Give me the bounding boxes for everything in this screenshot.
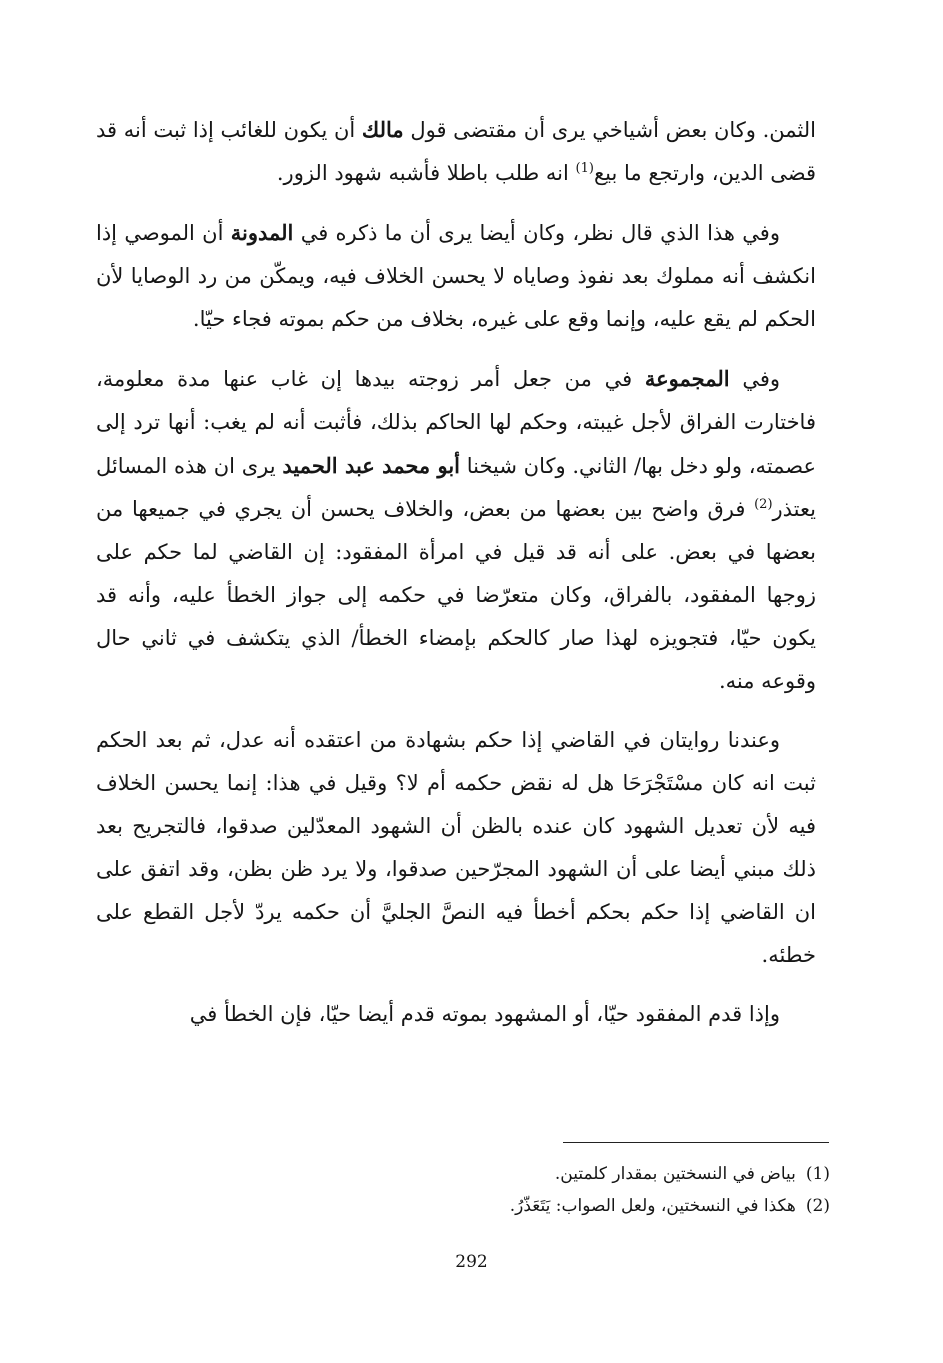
paragraph — [96, 108, 816, 195]
highlighted-name: المجموعة — [644, 366, 730, 391]
highlighted-name: مالك — [361, 117, 404, 142]
paragraph — [96, 211, 816, 341]
footnote — [400, 1190, 830, 1222]
text-run: وفي هذا الذي قال نظر، وكان أيضا يرى أن ما ذكره في — [293, 221, 780, 245]
text-run: أن يكون للغائب إذا ثبت أنه قد قضى الدين، وارتجع ما بيع — [96, 118, 816, 185]
text-run: وفي — [729, 367, 781, 391]
paragraph — [96, 357, 816, 703]
footnote-separator — [563, 1142, 829, 1143]
footnotes — [400, 1158, 830, 1222]
text-run: فرق واضح بين بعضها من بعض، والخلاف يحسن أن يجري في جميعها من بعضها في بعض. على أنه قد قيل في امرأة المفقود: إن القاضي لما حكم على زوجها المفقود، بالفراق، وكان متعرّضا في حكمه إلى جواز الخطأ عليه، وأنه قد يكون حيّا، فتجويزه لهذا صار كالحكم بإمضاء الخطأ/ الذي يتكشف في ثاني حال وقوعه منه. — [96, 497, 816, 693]
footnote-text: بياض في النسختين بمقدار كلمتين. — [554, 1164, 796, 1184]
text-run: انه طلب باطلا فأشبه شهود الزور. — [276, 161, 576, 185]
text-run: الثمن. وكان بعض أشياخي يرى أن مقتضى قول — [403, 118, 817, 142]
footnote-reference: (2) — [754, 497, 773, 512]
page-number: 292 — [455, 1252, 488, 1272]
highlighted-name: المدونة — [230, 220, 294, 245]
footnote-text: هكذا في النسختين، ولعل الصواب: يَتَعَذّرُ. — [509, 1196, 796, 1216]
main-text — [96, 108, 816, 1036]
paragraph — [96, 719, 816, 977]
text-run: أن الموصي إذا انكشف أنه مملوك بعد نفوذ وصاياه لا يحسن الخلاف فيه، ويمكّن من رد الوصايا لأن الحكم لم يقع عليه، وإنما وقع على غيره، بخلاف من حكم بموته فجاء حيّا. — [96, 221, 816, 331]
paragraph — [96, 993, 816, 1036]
footnote-number: (1) — [805, 1164, 830, 1184]
footnote-reference: (1) — [575, 161, 594, 176]
footnote — [400, 1158, 830, 1190]
highlighted-name: أبو محمد عبد الحميد — [282, 453, 461, 478]
text-run: وعندنا روايتان في القاضي إذا حكم بشهادة من اعتقده أنه عدل، ثم بعد الحكم ثبت انه كان مسْتَجْرَحَا هل له نقض حكمه أم لا؟ وقيل في هذا: إنما يحسن الخلاف فيه لأن تعديل الشهود كان عنده بالظن أن الشهود المعدّلين صدقوا، فالتجريح بعد ذلك مبني أيضا على أن الشهود المجرّحين صدقوا، ولا يرد ظن بظن، وقد اتفق على ان القاضي إذا حكم بحكم أخطأ فيه النصَّ الجليَّ أن حكمه يردّ لأجل القطع على خطئه. — [96, 728, 816, 967]
text-run: في من جعل أمر زوجته بيدها إن غاب عنها مدة معلومة، فاختارت الفراق لأجل غيبته، وحكم لها الحاكم بذلك، فأثبت أنه لم يغب: أنها ترد إلى عصمته، ولو دخل بها/ الثاني. وكان شيخنا — [96, 367, 817, 478]
footnote-number: (2) — [805, 1196, 830, 1216]
text-run: يرى ان هذه المسائل يعتذر — [96, 454, 816, 521]
text-run: وإذا قدم المفقود حيّا، أو المشهود بموته قدم أيضا حيّا، فإن الخطأ في — [189, 1002, 780, 1026]
